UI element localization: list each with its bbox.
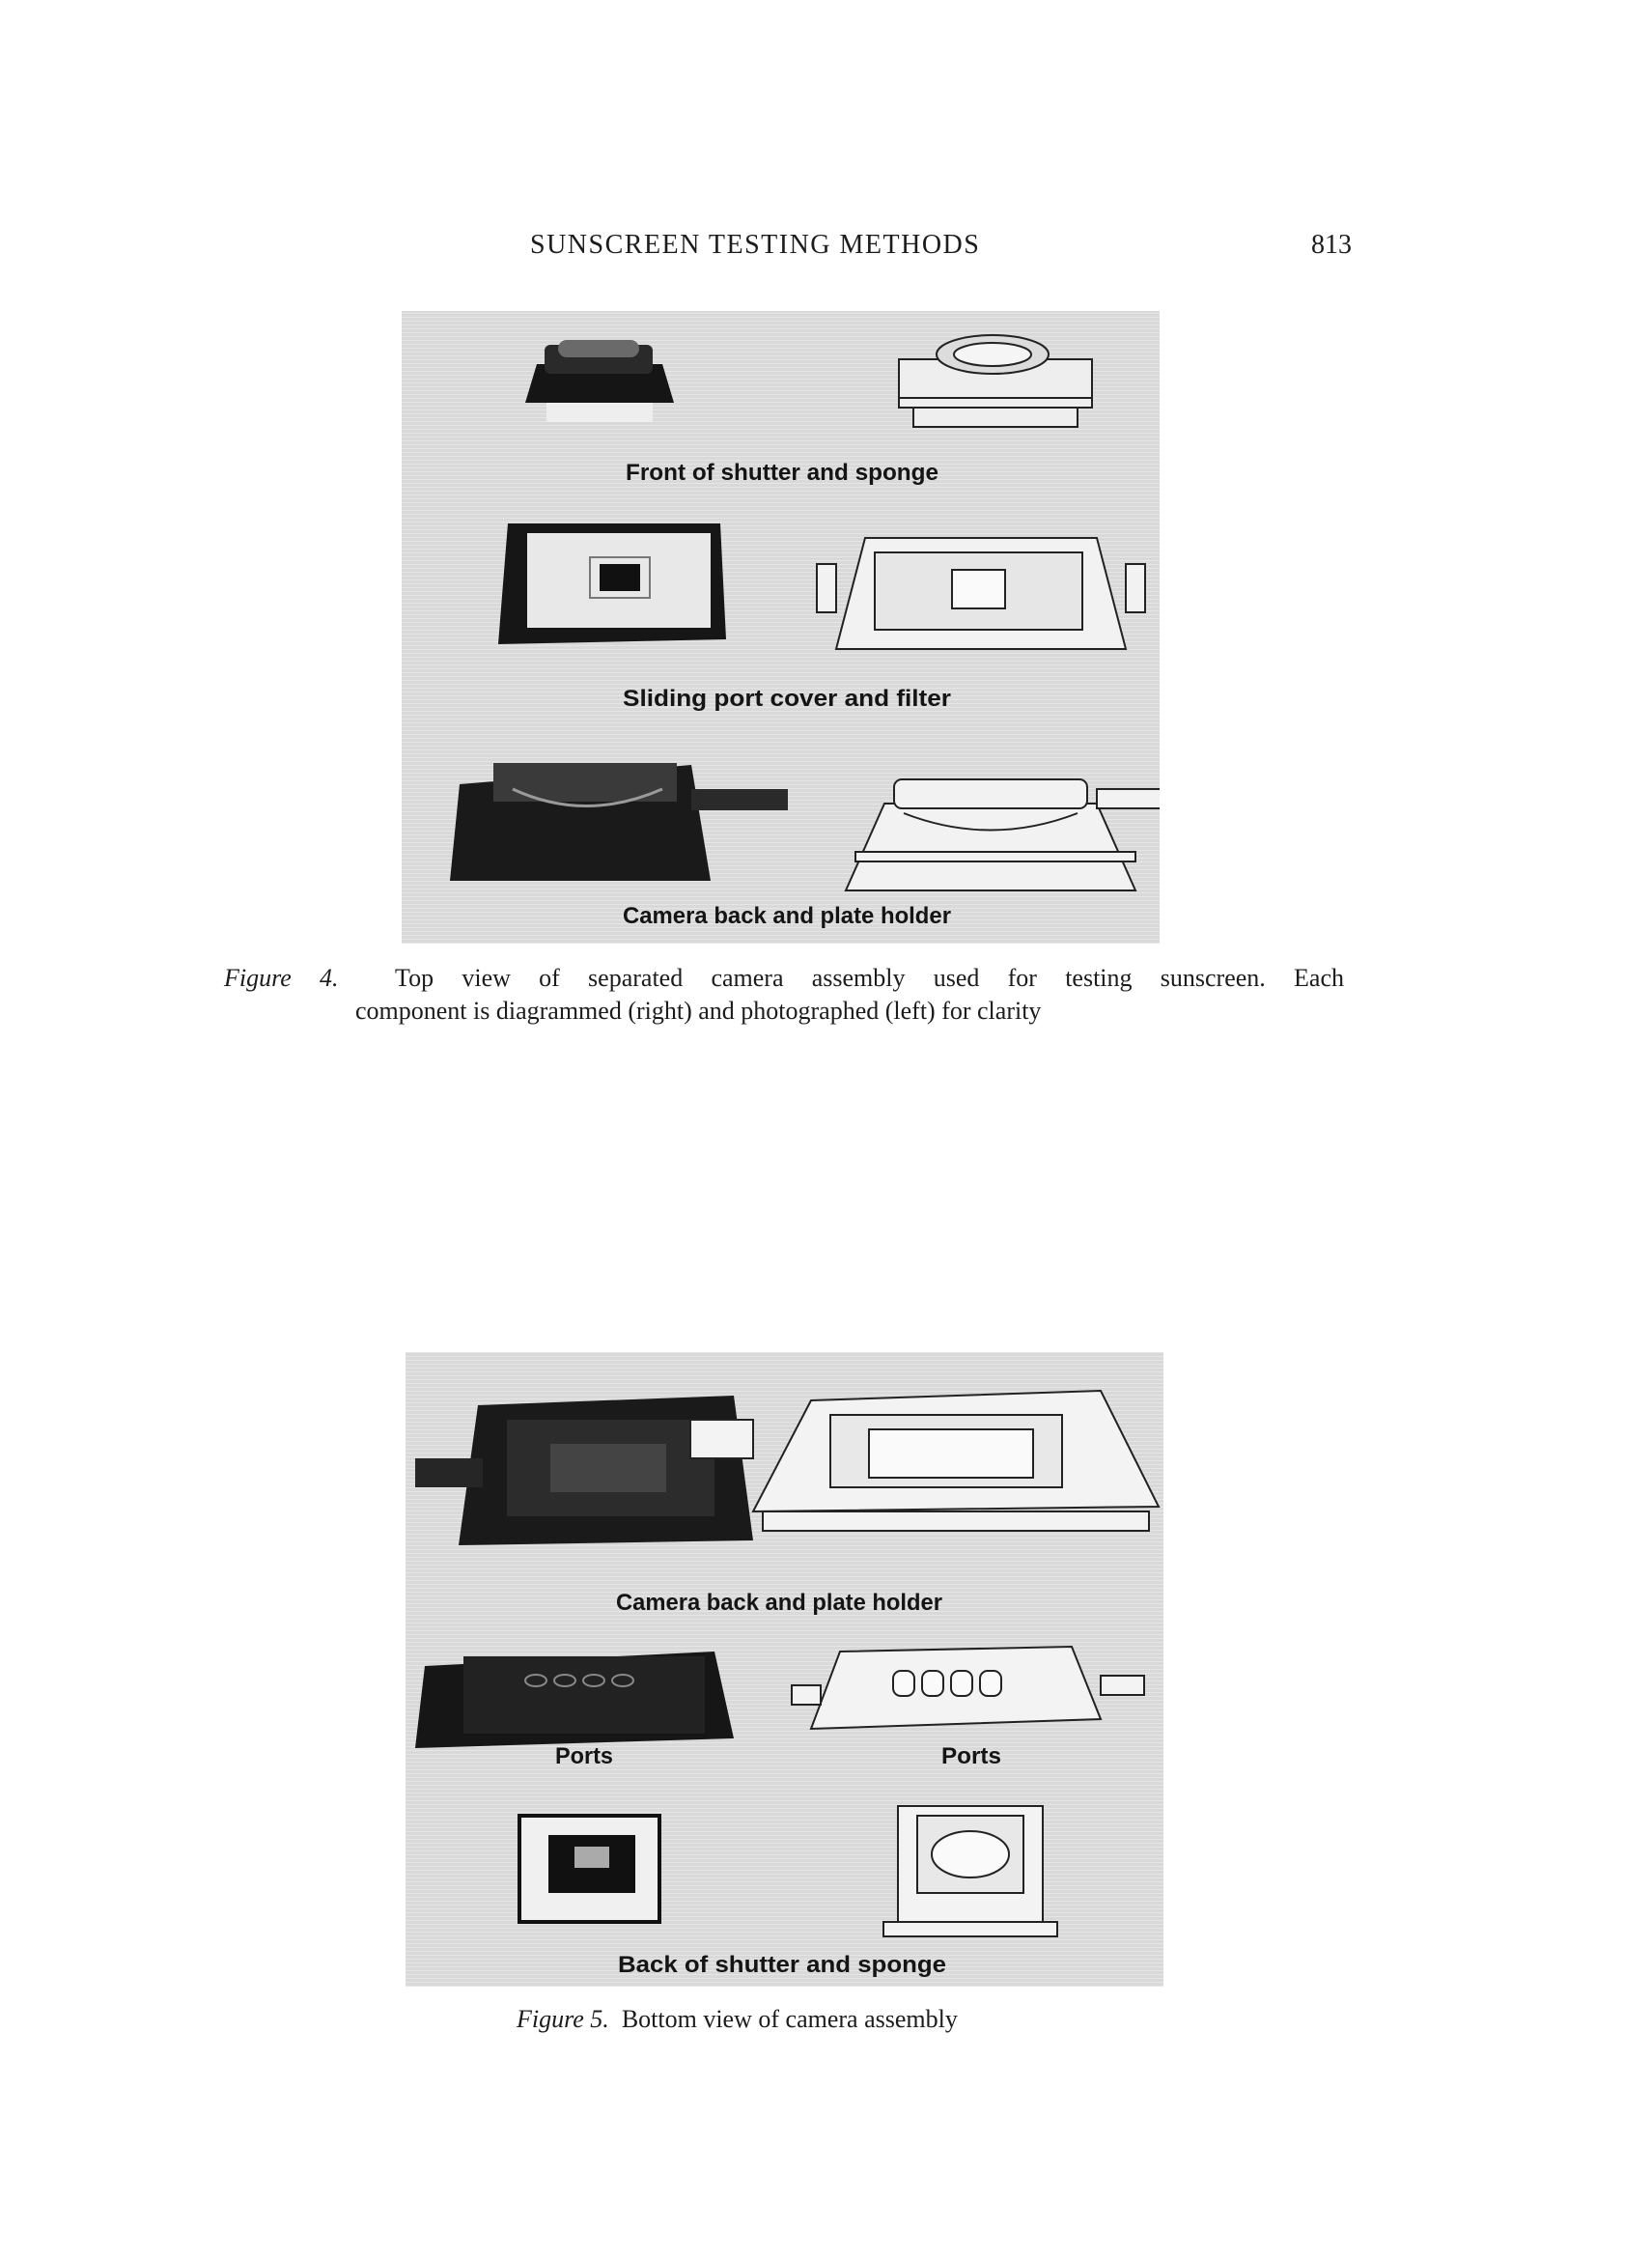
- fig5-label-back-shutter: Back of shutter and sponge: [618, 1952, 946, 1978]
- camera-back-diagram: [846, 779, 1160, 890]
- figure-4-caption: [224, 962, 1344, 1028]
- running-head: [0, 230, 1652, 268]
- ports-photo: [415, 1652, 734, 1748]
- figure-4-artwork: [402, 311, 1160, 944]
- figure-5-caption-text: Bottom view of camera assembly: [621, 2005, 958, 2033]
- figure-4-caption-line-1: [224, 962, 1344, 995]
- figure-5-caption: [517, 2003, 1192, 2036]
- fig5-label-ports-right: Ports: [941, 1743, 1001, 1769]
- sliding-cover-diagram: [817, 538, 1145, 649]
- shutter-front-diagram: [899, 335, 1092, 427]
- sliding-cover-photo: [498, 523, 726, 644]
- ports-diagram: [792, 1647, 1144, 1729]
- figure-4-caption-text-1: Top view of separated camera assembly used for testing sunscreen. Each: [395, 964, 1344, 992]
- camera-back-bottom-photo: [415, 1396, 753, 1545]
- camera-back-bottom-diagram: [690, 1391, 1159, 1531]
- figure-4-plate: [402, 311, 1160, 944]
- shutter-front-photo: [525, 340, 674, 422]
- camera-back-photo: [450, 763, 788, 881]
- figure-4-caption-line-2: component is diagrammed (right) and photographed (left) for clarity: [355, 997, 1042, 1025]
- back-shutter-photo: [519, 1816, 659, 1922]
- fig4-label-camera-back: Camera back and plate holder: [623, 903, 951, 929]
- fig5-label-camera-back: Camera back and plate holder: [616, 1590, 942, 1616]
- fig4-label-shutter-front: Front of shutter and sponge: [626, 460, 938, 486]
- figure-5-caption-label: Figure 5.: [517, 2005, 609, 2033]
- running-title: SUNSCREEN TESTING METHODS: [530, 230, 981, 260]
- fig5-label-ports-left: Ports: [555, 1743, 613, 1769]
- figure-5-artwork: [406, 1352, 1163, 1987]
- back-shutter-diagram: [883, 1806, 1057, 1936]
- page-number: 813: [1311, 230, 1352, 260]
- figure-5-plate: [406, 1352, 1163, 1987]
- fig4-label-sliding-cover: Sliding port cover and filter: [623, 686, 951, 712]
- figure-4-caption-label: Figure 4.: [224, 964, 339, 992]
